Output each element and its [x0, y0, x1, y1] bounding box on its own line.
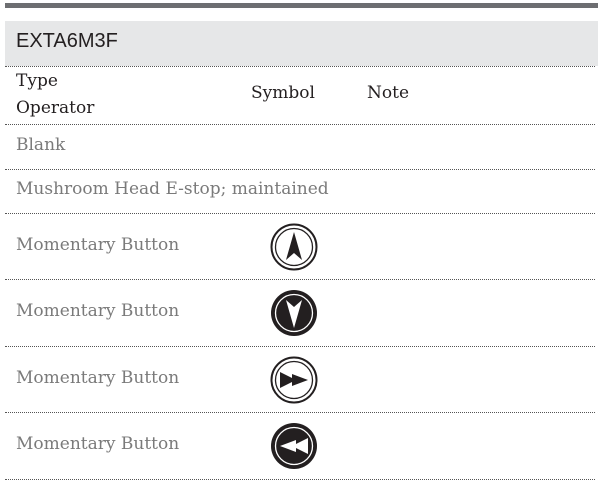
divider	[5, 479, 595, 480]
divider	[5, 169, 595, 170]
header-type: Type	[16, 71, 58, 91]
arrow-right-icon	[270, 356, 318, 404]
arrow-down-icon	[270, 289, 318, 337]
table-row-operator: Mushroom Head E-stop; maintained	[16, 179, 329, 199]
header-symbol: Symbol	[251, 83, 315, 103]
table-row-operator: Momentary Button	[16, 301, 180, 321]
arrow-left-icon	[270, 422, 318, 470]
divider	[5, 412, 595, 413]
header-note: Note	[367, 83, 410, 103]
top-rule	[5, 3, 598, 8]
arrow-up-icon	[270, 223, 318, 271]
divider	[5, 213, 595, 214]
divider	[5, 346, 595, 347]
header-operator: Operator	[16, 98, 95, 118]
page-title: EXTA6M3F	[16, 30, 118, 52]
table-row-operator: Momentary Button	[16, 235, 180, 255]
divider	[5, 66, 595, 67]
divider	[5, 124, 595, 125]
table-row-operator: Momentary Button	[16, 368, 180, 388]
table-row-operator: Momentary Button	[16, 434, 180, 454]
divider	[5, 279, 595, 280]
table-row-operator: Blank	[16, 135, 66, 155]
